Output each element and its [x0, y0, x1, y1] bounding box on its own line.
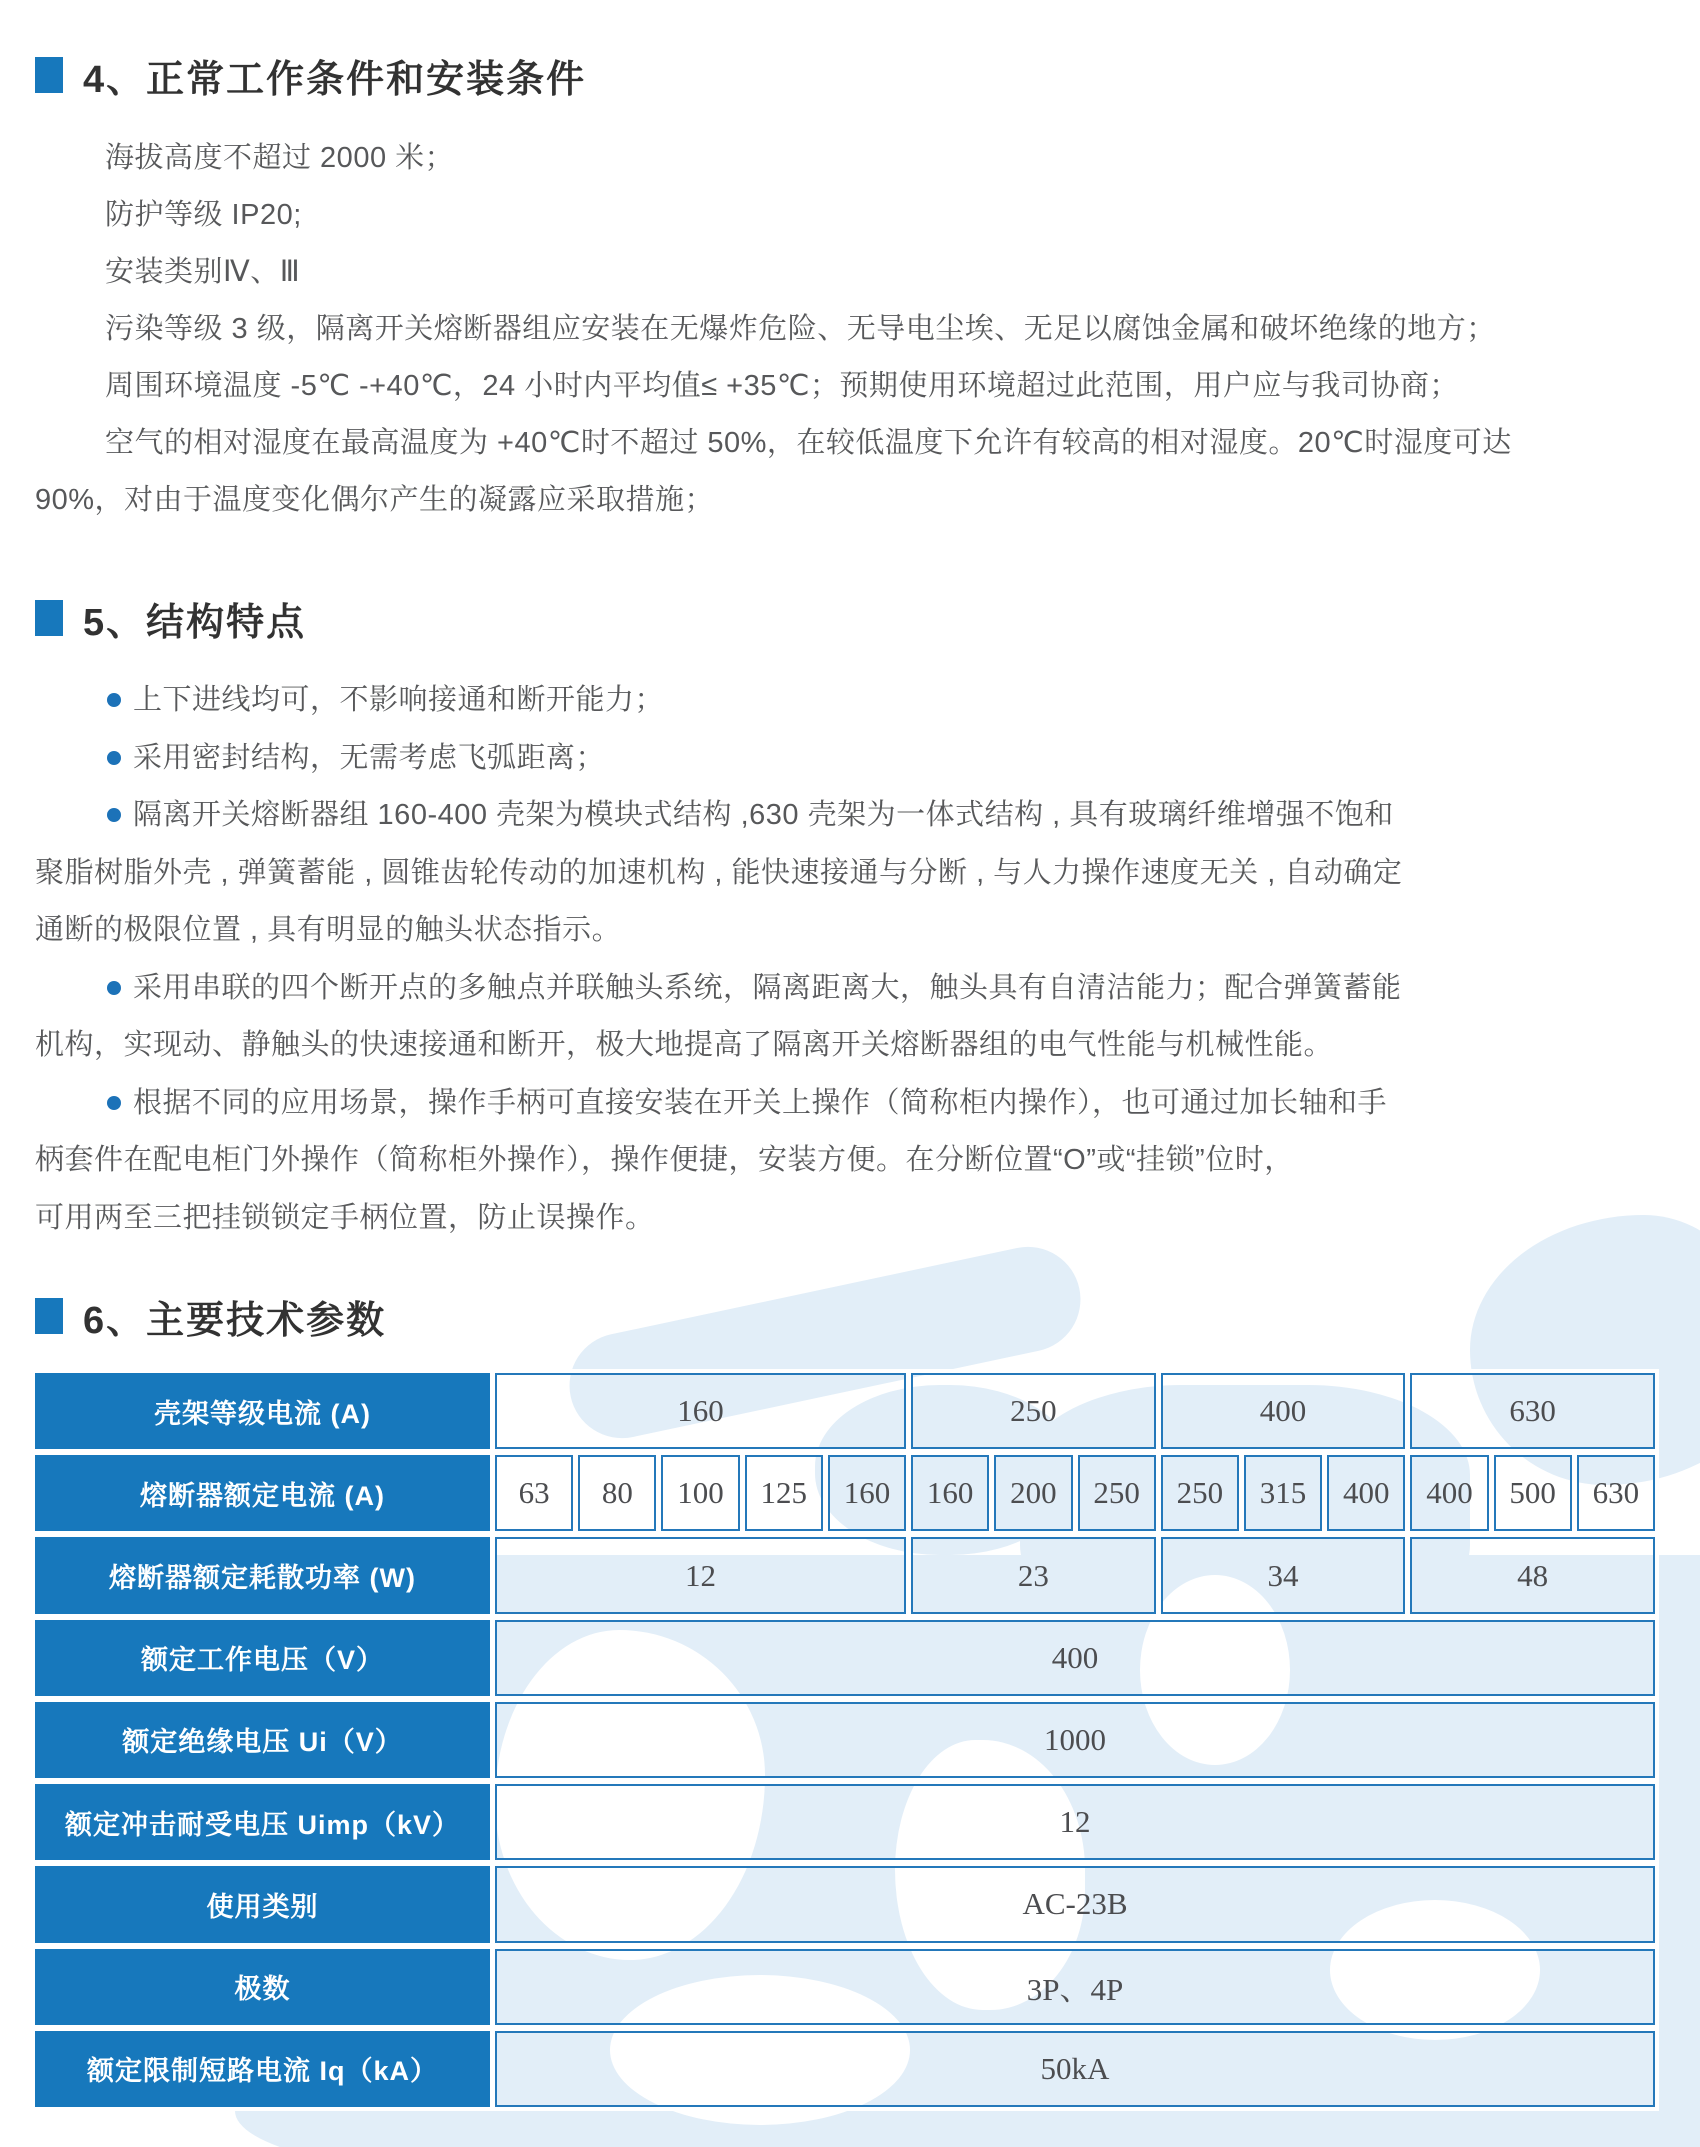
paragraph-line: 空气的相对湿度在最高温度为 +40℃时不超过 50%，在较低温度下允许有较高的相对湿度。20℃时湿度可达: [105, 427, 1512, 459]
row-header: 额定冲击耐受电压 Uimp（kV）: [35, 1784, 490, 1860]
row-header: 壳架等级电流 (A): [35, 1373, 490, 1449]
table-cell: 34: [1161, 1537, 1406, 1613]
table-cell: 160: [828, 1455, 906, 1531]
row-header: 使用类别: [35, 1866, 490, 1942]
bullet-text: 采用串联的四个断开点的多触点并联触头系统，隔离距离大，触头具有自清洁能力；配合弹簧蓄能: [133, 971, 1402, 1004]
row-header: 额定绝缘电压 Ui（V）: [35, 1702, 490, 1778]
row-header: 额定工作电压（V）: [35, 1620, 490, 1696]
table-cell: 63: [495, 1455, 573, 1531]
row-header: 熔断器额定耗散功率 (W): [35, 1537, 490, 1613]
table-cell: 80: [578, 1455, 656, 1531]
paragraph-line: 海拔高度不超过 2000 米；: [105, 142, 455, 174]
section5-body: [35, 672, 1675, 1247]
table-cell: 200: [994, 1455, 1072, 1531]
table-cell: 12: [495, 1784, 1655, 1860]
section-marker-icon: [35, 1298, 63, 1334]
section4-body: [35, 130, 1675, 529]
section5-heading: [35, 595, 307, 644]
table-cell: AC-23B: [495, 1866, 1655, 1942]
bullet-icon: [107, 1096, 121, 1110]
table-cell: 400: [1410, 1455, 1488, 1531]
table-cell: 250: [911, 1373, 1156, 1449]
table-cell: 1000: [495, 1702, 1655, 1778]
section6-heading: [35, 1293, 387, 1342]
table-cell: 500: [1494, 1455, 1572, 1531]
table-cell: 3P、4P: [495, 1949, 1655, 2025]
row-header: 极数: [35, 1949, 490, 2025]
bullet-text: 上下进线均可，不影响接通和断开能力；: [133, 684, 665, 716]
paragraph-line: 可用两至三把挂锁锁定手柄位置，防止误操作。: [35, 1201, 655, 1234]
bullet-icon: [107, 981, 121, 995]
paragraph-line: 通断的极限位置 , 具有明显的触头状态指示。: [35, 914, 622, 946]
paragraph-line: 聚脂树脂外壳 , 弹簧蓄能 , 圆锥齿轮传动的加速机构 , 能快速接通与分断 , 与人力操作速度无关 , 自动确定: [35, 856, 1403, 889]
table-cell: 315: [1244, 1455, 1322, 1531]
bullet-line: [35, 1075, 1675, 1133]
bullet-icon: [107, 808, 121, 822]
paragraph-line: 90%，对由于温度变化偶尔产生的凝露应采取措施；: [35, 484, 715, 516]
bullet-text: 采用密封结构，无需考虑飞弧距离；: [133, 741, 606, 774]
bullet-line: [35, 730, 1675, 788]
row-header: 熔断器额定电流 (A): [35, 1455, 490, 1531]
row-header: 额定限制短路电流 Iq（kA）: [35, 2031, 490, 2107]
section5-title: 5、结构特点: [83, 601, 307, 644]
paragraph-line: 污染等级 3 级，隔离开关熔断器组应安装在无爆炸危险、无导电尘埃、无足以腐蚀金属和破坏绝缘的地方；: [105, 313, 1496, 345]
table-cell: 50kA: [495, 2031, 1655, 2107]
table-cell: 12: [495, 1537, 906, 1613]
paragraph-line: 机构，实现动、静触头的快速接通和断开，极大地提高了隔离开关熔断器组的电气性能与机械性能。: [35, 1029, 1334, 1061]
section4-title: 4、正常工作条件和安装条件: [83, 58, 587, 101]
bullet-icon: [107, 693, 121, 707]
paragraph-line: 柄套件在配电柜门外操作（简称柜外操作），操作便捷，安装方便。在分断位置“O”或“挂锁”位时，: [35, 1144, 1294, 1176]
table-cell: 630: [1577, 1455, 1655, 1531]
table-cell: 400: [1327, 1455, 1405, 1531]
table-cell: 160: [495, 1373, 906, 1449]
table-cell: 23: [911, 1537, 1156, 1613]
bullet-text: 隔离开关熔断器组 160-400 壳架为模块式结构 ,630 壳架为一体式结构 , 具有玻璃纤维增强不饱和: [133, 799, 1394, 831]
table-cell: 250: [1078, 1455, 1156, 1531]
bullet-line: [35, 672, 1675, 730]
paragraph-line: 防护等级 IP20;: [105, 199, 302, 231]
table-cell: 250: [1161, 1455, 1239, 1531]
bullet-text: 根据不同的应用场景，操作手柄可直接安装在开关上操作（简称柜内操作），也可通过加长轴和手: [133, 1086, 1388, 1119]
technical-parameters-table: [35, 1373, 1655, 2107]
table-cell: 630: [1410, 1373, 1655, 1449]
section-marker-icon: [35, 600, 63, 636]
bullet-line: [35, 960, 1675, 1018]
paragraph-line: 周围环境温度 -5℃ -+40℃，24 小时内平均值≤ +35℃；预期使用环境超过此范围，用户应与我司协商；: [105, 370, 1459, 402]
table-cell: 400: [495, 1620, 1655, 1696]
table-cell: 400: [1161, 1373, 1406, 1449]
section4-heading: [35, 52, 587, 101]
table-cell: 100: [661, 1455, 739, 1531]
bullet-line: [35, 787, 1675, 845]
paragraph-line: 安装类别Ⅳ、Ⅲ: [105, 256, 301, 288]
table-cell: 48: [1410, 1537, 1655, 1613]
bullet-icon: [107, 751, 121, 765]
section-marker-icon: [35, 57, 63, 93]
table-cell: 160: [911, 1455, 989, 1531]
table-cell: 125: [745, 1455, 823, 1531]
section6-title: 6、主要技术参数: [83, 1299, 387, 1342]
